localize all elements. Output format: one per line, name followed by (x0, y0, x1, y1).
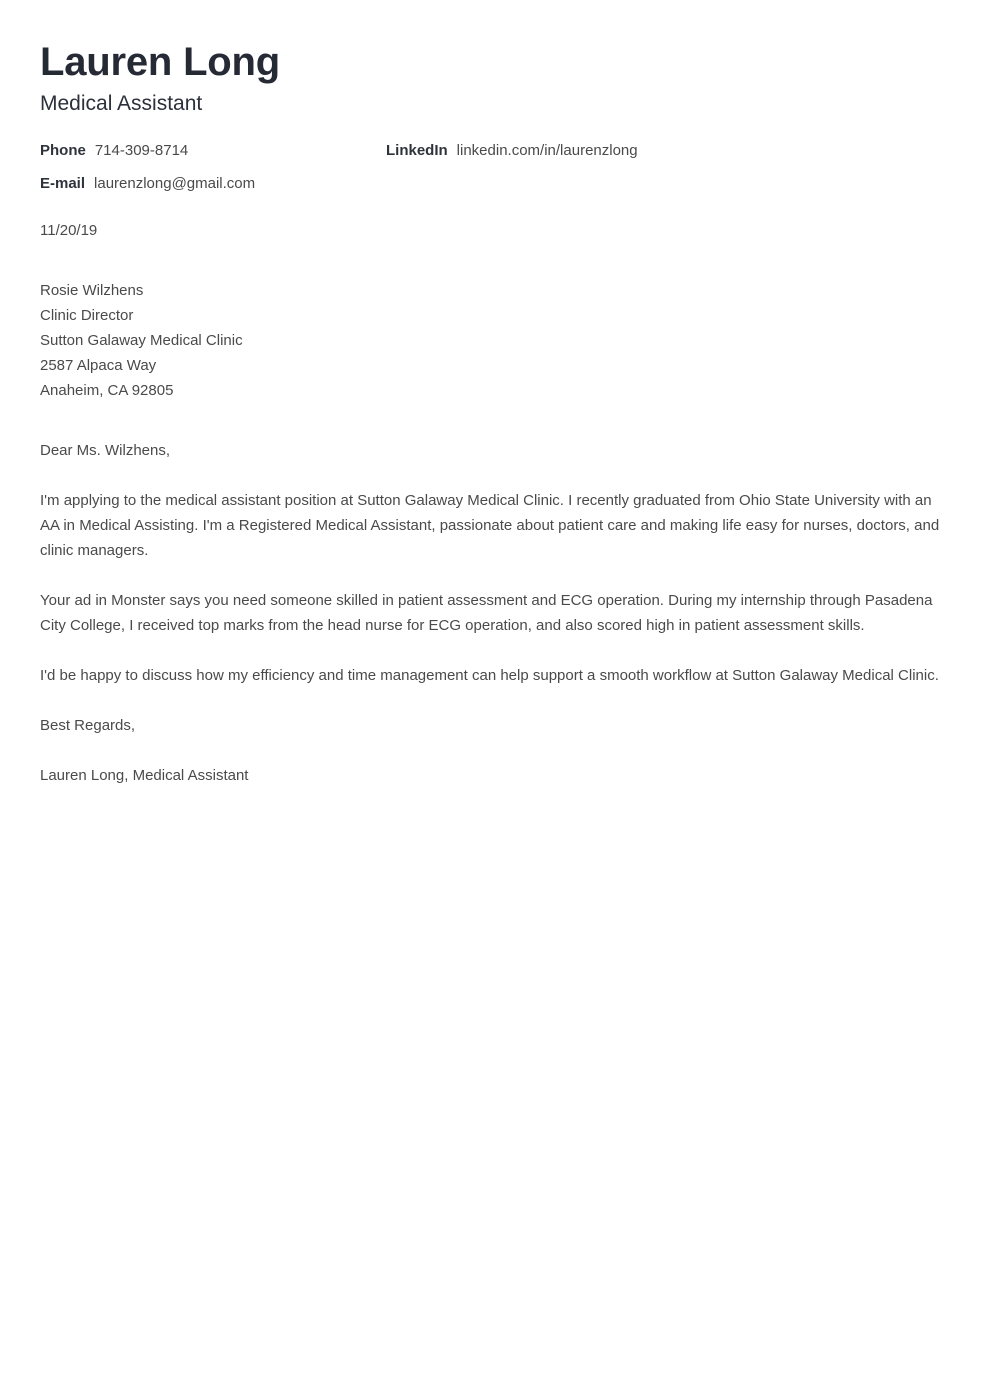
letter-salutation: Dear Ms. Wilzhens, (40, 442, 171, 460)
recipient-street: 2587 Alpaca Way (40, 357, 157, 375)
contact-row (40, 142, 950, 175)
recipient-address-block (40, 278, 950, 403)
letter-signature: Lauren Long, Medical Assistant (40, 767, 249, 785)
contact-item-linkedin (386, 142, 638, 159)
contact-label-linkedin: LinkedIn (386, 141, 448, 159)
contact-item-phone (40, 142, 386, 159)
contact-value-linkedin[interactable]: linkedin.com/in/laurenzlong (456, 141, 638, 159)
recipient-city-state-zip: Anaheim, CA 92805 (40, 382, 174, 400)
contact-details (40, 142, 950, 208)
recipient-title: Clinic Director (40, 307, 134, 325)
letter-paragraph-1: I'm applying to the medical assistant position at Sutton Galaway Medical Clinic. I recently graduated from Ohio State University with an AA in Medical Assisting. I'm a Registered Medical Assistant, passionate about patient care and making life easy for nurses, doctors, and clinic managers. (40, 492, 940, 560)
contact-item-email (40, 175, 386, 192)
letter-paragraph-3: I'd be happy to discuss how my efficiency and time management can help support a smooth workflow at Sutton Galaway Medical Clinic. (40, 667, 939, 685)
contact-value-phone[interactable]: 714-309-8714 (94, 141, 189, 159)
letter-header (40, 40, 950, 116)
contact-label-email: E-mail (40, 174, 86, 192)
letter-closing: Best Regards, (40, 717, 136, 735)
applicant-job-title: Medical Assistant (40, 91, 203, 115)
contact-value-email[interactable]: laurenzlong@gmail.com (94, 174, 256, 192)
applicant-name: Lauren Long (40, 40, 281, 84)
contact-label-phone: Phone (40, 141, 86, 159)
recipient-company: Sutton Galaway Medical Clinic (40, 332, 243, 350)
contact-row (40, 175, 950, 208)
recipient-name: Rosie Wilzhens (40, 282, 144, 300)
letter-body (40, 438, 942, 788)
letter-date: 11/20/19 (40, 221, 98, 239)
letter-paragraph-2: Your ad in Monster says you need someone skilled in patient assessment and ECG operation. During my internship through Pasadena City College, I received top marks from the head nurse for ECG operation, and also scored high in patient assessment skills. (40, 592, 933, 635)
